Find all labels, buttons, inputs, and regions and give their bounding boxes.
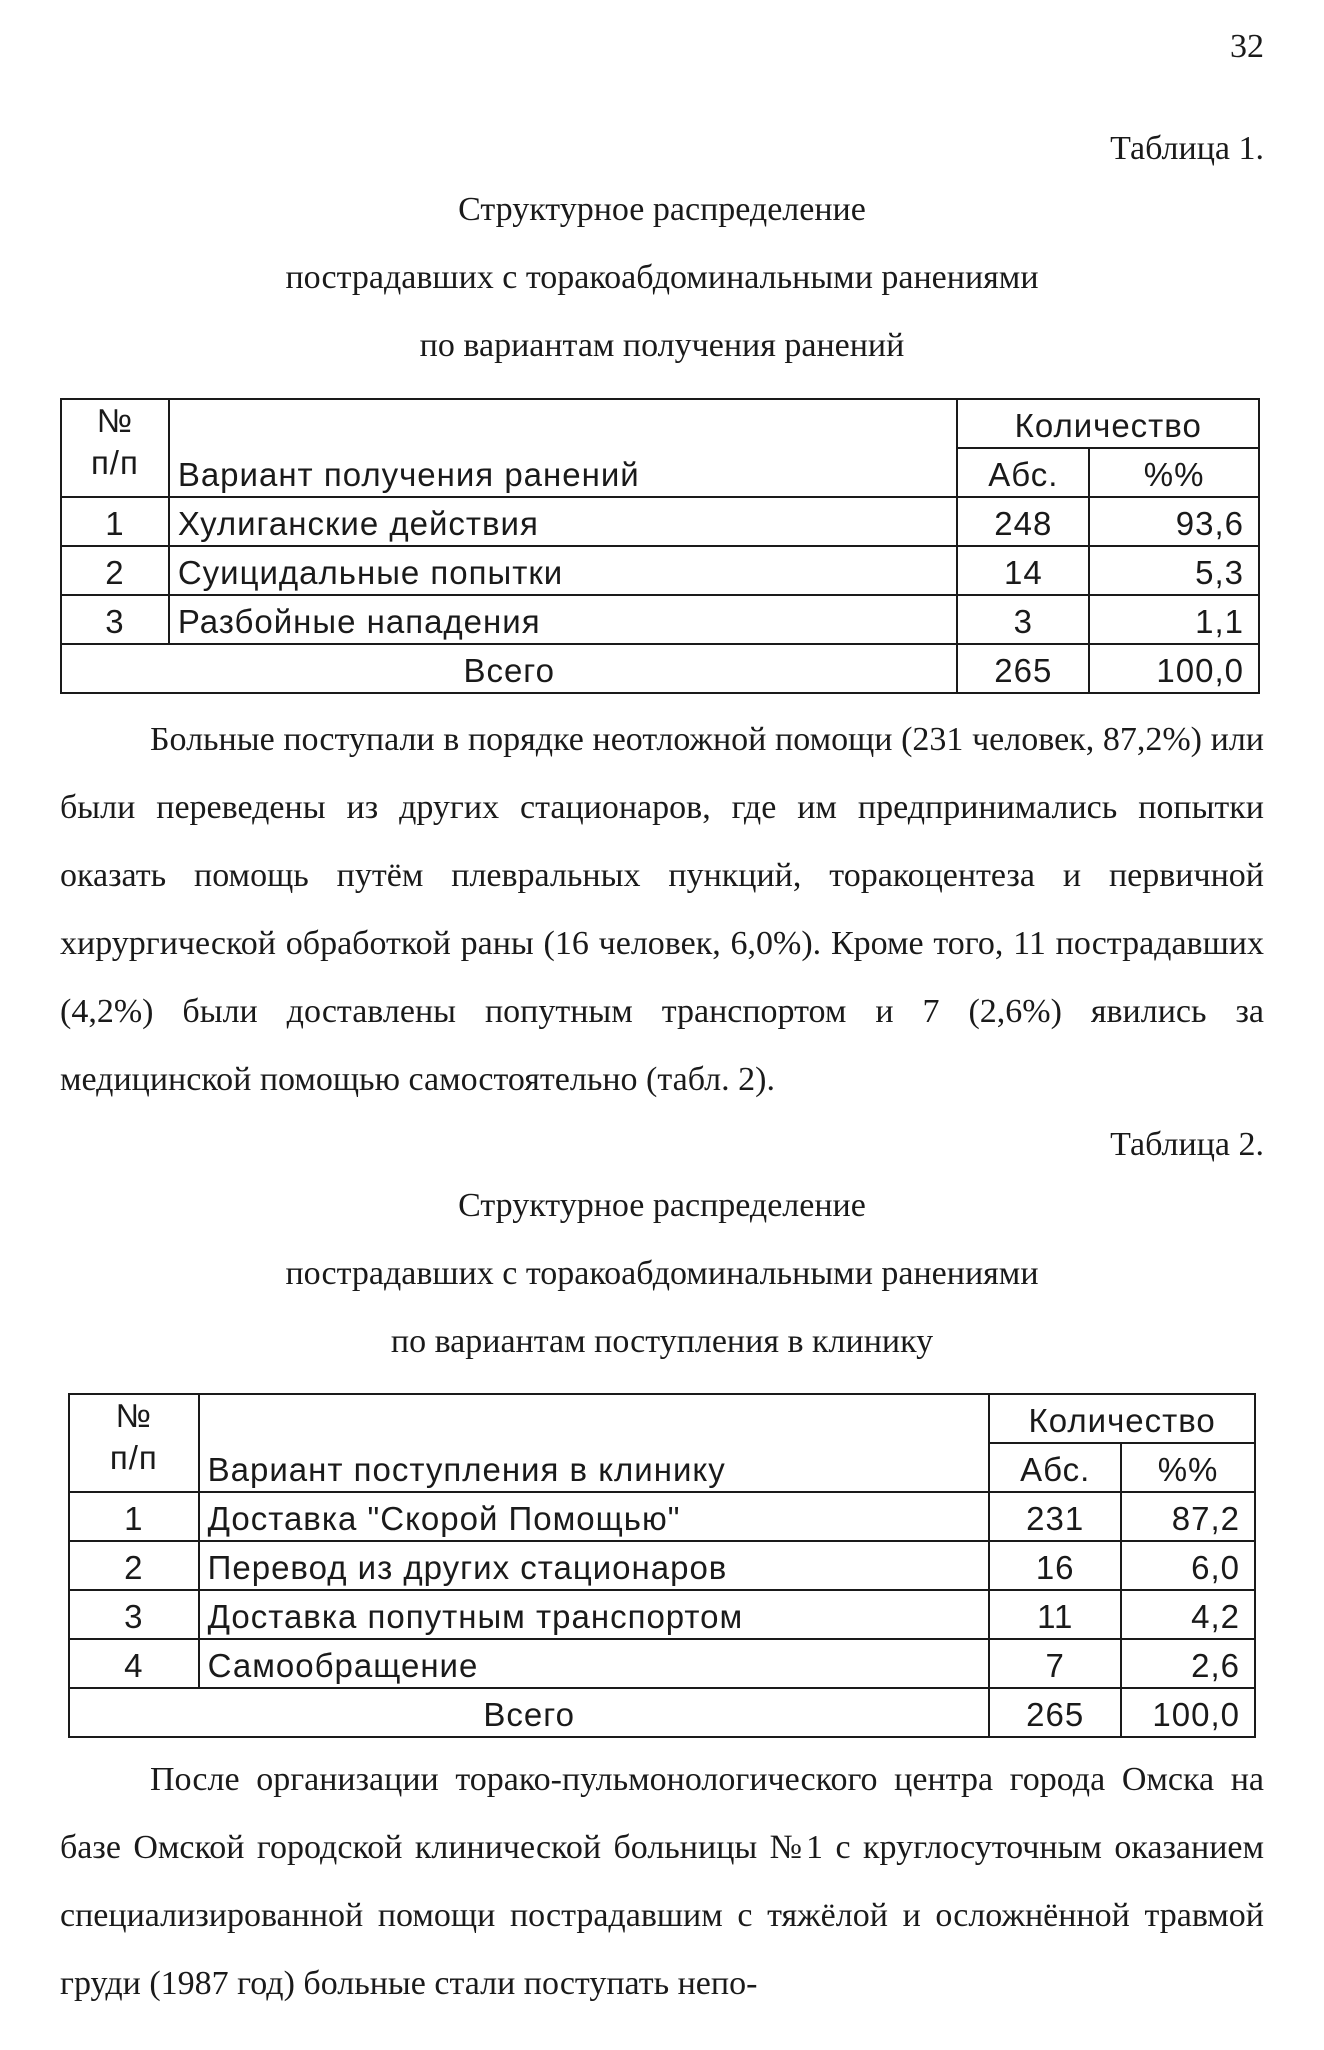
table2 <box>68 1393 1256 1738</box>
total-pct: 100,0 <box>1089 644 1259 693</box>
row-variant: Самообращение <box>199 1639 990 1688</box>
table-total-row <box>61 644 1259 693</box>
table1-caption-line: Структурное распределение <box>458 191 866 228</box>
header-variant: Вариант получения ранений <box>169 399 958 497</box>
table2-caption-line: Структурное распределение <box>458 1187 866 1224</box>
row-abs: 231 <box>989 1492 1121 1541</box>
row-abs: 3 <box>957 595 1089 644</box>
paragraph-text: После организации торако-пульмонологического центра города Омска на базе Омской городской клинической больницы №1 с круглосуточным оказанием специализированной помощи пострадавшим с тяжёлой и осложнённой травмой груди (1987 год) больные стали поступать непо- <box>60 1761 1264 2002</box>
row-variant: Доставка попутным транспортом <box>199 1590 990 1639</box>
row-variant: Перевод из других стационаров <box>199 1541 990 1590</box>
row-num: 2 <box>61 546 169 595</box>
row-pct: 6,0 <box>1121 1541 1255 1590</box>
header-quantity: Количество <box>989 1394 1255 1443</box>
header-pct: %% <box>1089 448 1259 497</box>
table2-caption-line: по вариантам поступления в клинику <box>390 1323 934 1360</box>
row-abs: 7 <box>989 1639 1121 1688</box>
header-abs: Абс. <box>957 448 1089 497</box>
paragraph-text: Больные поступали в порядке неотложной помощи (231 человек, 87,2%) или были переведены из других стационаров, где им предпринимались попытки оказать помощь путём плевральных пункций, торакоцентеза и первичной хирургической обработкой раны (16 человек, 6,0%). Кроме того, 11 пострадавших (4,2%) были доставлены попутным транспортом и 7 (2,6%) явились за медицинской помощью самостоятельно (табл. 2). <box>60 721 1264 1098</box>
table2-caption-line: пострадавших с торакоабдоминальными ранениями <box>285 1255 1039 1292</box>
row-pct: 87,2 <box>1121 1492 1255 1541</box>
row-abs: 14 <box>957 546 1089 595</box>
body-paragraph-1 <box>60 706 1264 1114</box>
header-variant: Вариант поступления в клинику <box>199 1394 990 1492</box>
row-abs: 16 <box>989 1541 1121 1590</box>
total-pct: 100,0 <box>1121 1688 1255 1737</box>
table2-caption <box>0 1172 1324 1376</box>
table1-caption-line: пострадавших с торакоабдоминальными ранениями <box>285 259 1039 296</box>
table2-label: Таблица 2. <box>1110 1126 1264 1163</box>
row-num: 1 <box>61 497 169 546</box>
table-row <box>69 1639 1255 1688</box>
total-label: Всего <box>61 644 957 693</box>
header-abs: Абс. <box>989 1443 1121 1492</box>
row-num: 3 <box>61 595 169 644</box>
header-num-top: № <box>115 1397 153 1434</box>
row-pct: 1,1 <box>1089 595 1259 644</box>
row-pct: 5,3 <box>1089 546 1259 595</box>
table1-caption-line: по вариантам получения ранений <box>419 327 905 364</box>
table1 <box>60 398 1260 694</box>
row-num: 3 <box>69 1590 199 1639</box>
table-header-row <box>61 399 1259 448</box>
table-total-row <box>69 1688 1255 1737</box>
table1-label: Таблица 1. <box>1110 130 1264 167</box>
row-num: 2 <box>69 1541 199 1590</box>
page-number: 32 <box>1230 28 1264 65</box>
row-abs: 248 <box>957 497 1089 546</box>
row-variant: Разбойные нападения <box>169 595 958 644</box>
header-num-bottom: п/п <box>90 444 139 481</box>
total-label: Всего <box>69 1688 989 1737</box>
body-paragraph-2 <box>60 1746 1264 2018</box>
table-row <box>69 1492 1255 1541</box>
row-variant: Суицидальные попытки <box>169 546 958 595</box>
row-num: 4 <box>69 1639 199 1688</box>
table-row <box>69 1541 1255 1590</box>
header-quantity: Количество <box>957 399 1259 448</box>
row-abs: 11 <box>989 1590 1121 1639</box>
row-pct: 93,6 <box>1089 497 1259 546</box>
row-variant: Хулиганские действия <box>169 497 958 546</box>
row-pct: 4,2 <box>1121 1590 1255 1639</box>
total-abs: 265 <box>957 644 1089 693</box>
row-variant: Доставка "Скорой Помощью" <box>199 1492 990 1541</box>
header-num-cell <box>61 399 169 497</box>
header-pct: %% <box>1121 1443 1255 1492</box>
row-num: 1 <box>69 1492 199 1541</box>
table-row <box>61 497 1259 546</box>
table1-caption <box>0 176 1324 380</box>
total-abs: 265 <box>989 1688 1121 1737</box>
table-row <box>61 546 1259 595</box>
row-pct: 2,6 <box>1121 1639 1255 1688</box>
header-num-top: № <box>96 402 134 439</box>
table-row <box>69 1590 1255 1639</box>
header-num-cell <box>69 1394 199 1492</box>
table-header-row <box>69 1394 1255 1443</box>
header-num-bottom: п/п <box>109 1439 158 1476</box>
table-row <box>61 595 1259 644</box>
